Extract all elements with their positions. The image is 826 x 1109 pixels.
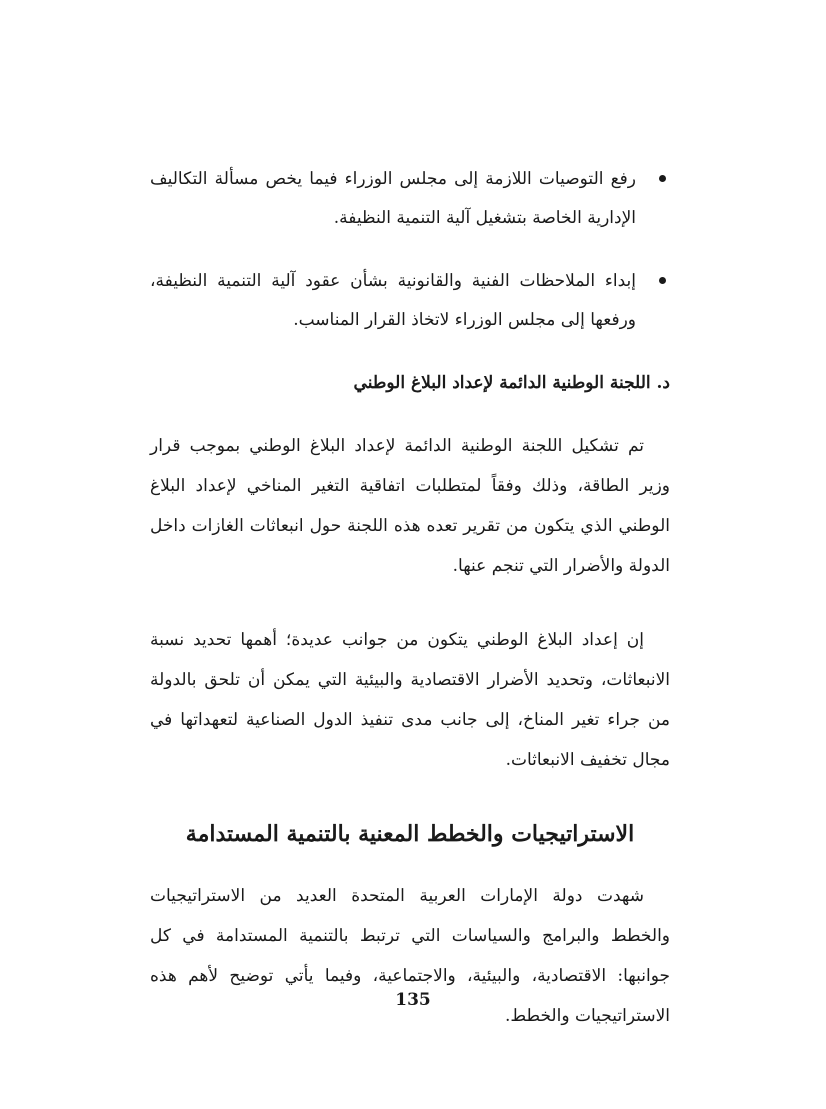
bullet-item (150, 262, 670, 340)
section-paragraph: شهدت دولة الإمارات العربية المتحدة العديد من الاستراتيجيات والخطط والبرامج والسياسات التي ترتبط بالتنمية المستدامة في كل جوانبها: الاقتصادية، والبيئية، والاجتماعية، وفيما يأتي توضيح لأهم هذه الاستراتيجيات والخطط. (150, 886, 670, 1026)
paragraph: تم تشكيل اللجنة الوطنية الدائمة لإعداد البلاغ الوطني بموجب قرار وزير الطاقة، وذلك وفقاً لمتطلبات اتفاقية التغير المناخي لإعداد البلاغ الوطني الذي يتكون من تقرير تعده هذه اللجنة حول انبعاثات الغازات داخل الدولة والأضرار التي تنجم عنها. (150, 436, 670, 576)
page-number: 135 (395, 990, 431, 1010)
subheading: د. اللجنة الوطنية الدائمة لإعداد البلاغ الوطني (353, 373, 670, 393)
section-title: الاستراتيجيات والخطط المعنية بالتنمية المستدامة (185, 821, 635, 847)
bullet-item (150, 160, 670, 238)
bullet-list (150, 160, 670, 340)
bullet-text: إبداء الملاحظات الفنية والقانونية بشأن عقود آلية التنمية النظيفة، ورفعها إلى مجلس الوزراء لاتخاذ القرار المناسب. (150, 271, 636, 330)
page-content (150, 150, 670, 1070)
bullet-dot-icon (659, 175, 666, 182)
bullet-text: رفع التوصيات اللازمة إلى مجلس الوزراء فيما يخص مسألة التكاليف الإدارية الخاصة بتشغيل آلية التنمية النظيفة. (150, 169, 636, 228)
paragraph: إن إعداد البلاغ الوطني يتكون من جوانب عديدة؛ أهمها تحديد نسبة الانبعاثات، وتحديد الأضرار الاقتصادية والبيئية التي يمكن أن تلحق بالدولة من جراء تغير المناخ، إلى جانب مدى تنفيذ الدول الصناعية لتعهداتها في مجال تخفيف الانبعاثات. (150, 630, 670, 770)
bullet-dot-icon (659, 277, 666, 284)
